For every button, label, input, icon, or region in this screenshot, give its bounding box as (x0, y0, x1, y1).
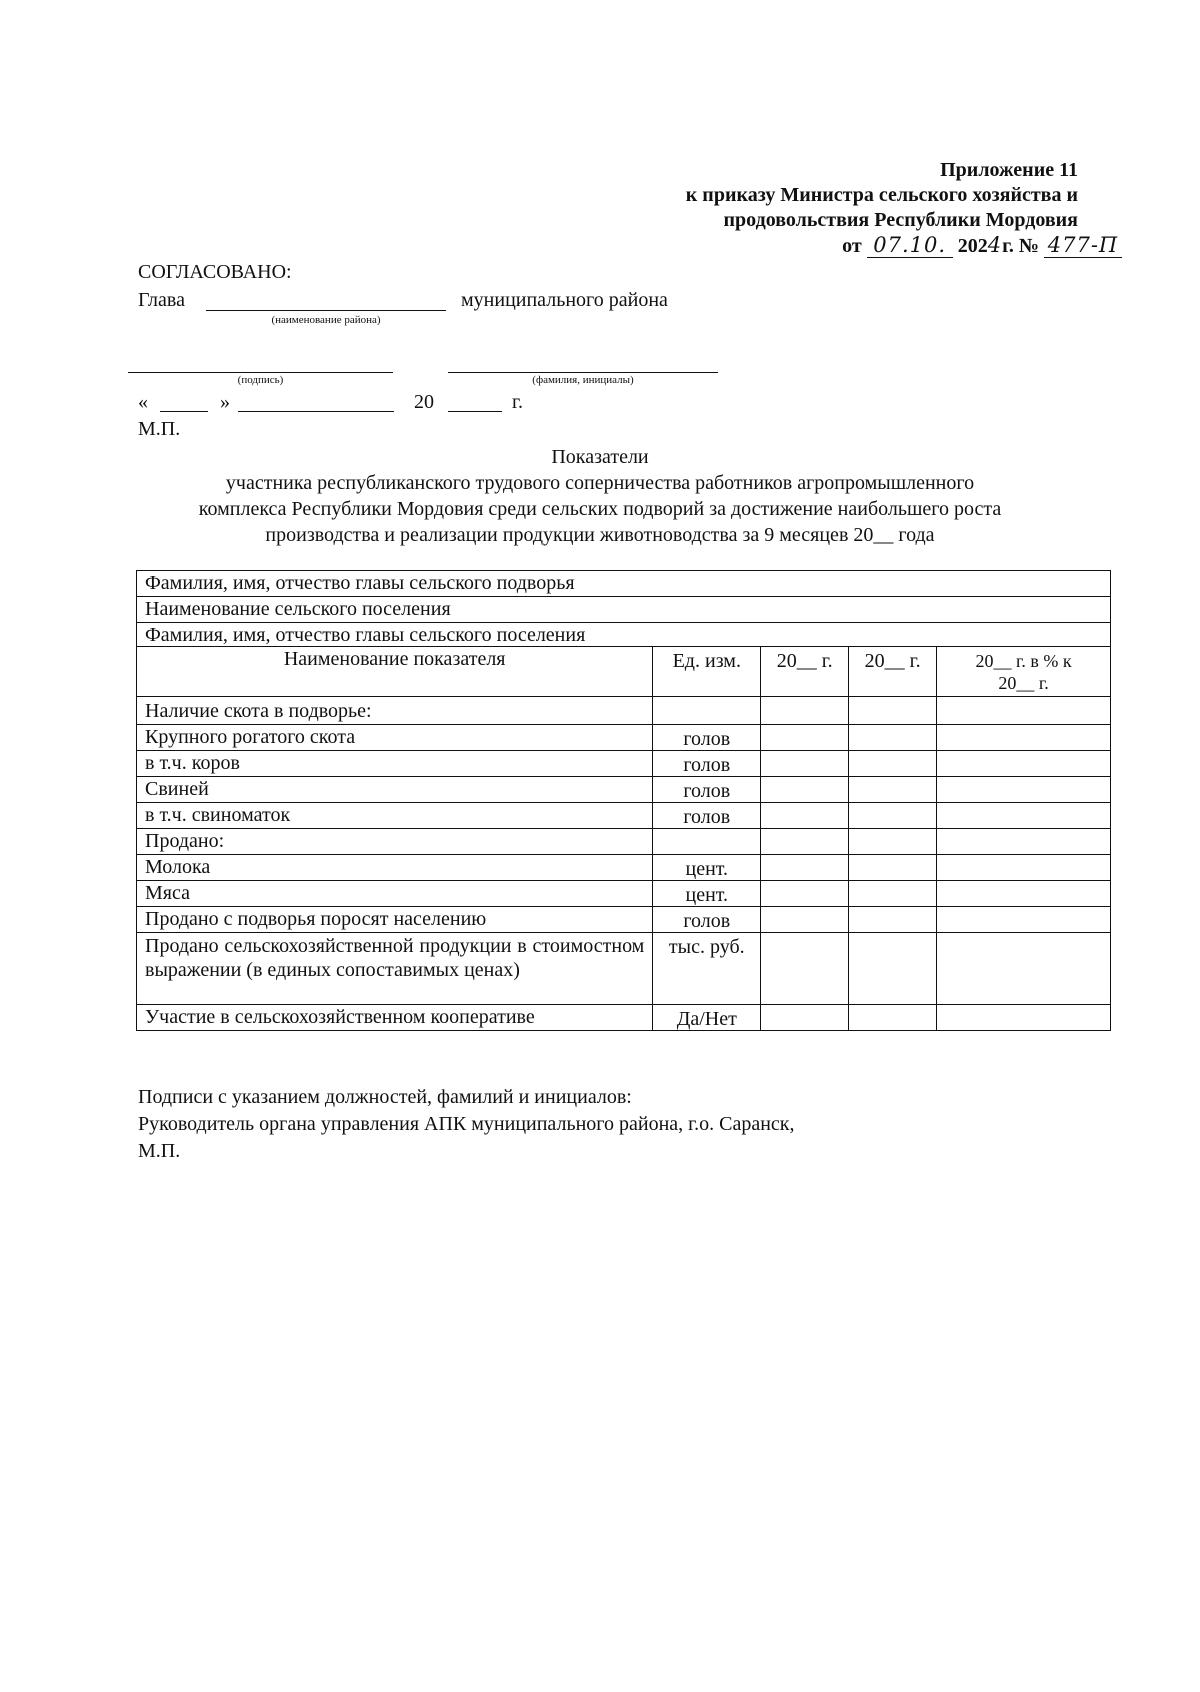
row-value-year1 (761, 1005, 849, 1031)
row-value-percent (937, 751, 1111, 777)
doc-subtitle-line1: участника республиканского трудового соперничества работников агропромышленного (225, 472, 975, 494)
row-unit: голов (653, 777, 761, 803)
district-name-line (206, 310, 446, 311)
row-value-year2 (849, 777, 937, 803)
row-value-year1 (761, 829, 849, 855)
district-label: муниципального района (461, 289, 668, 311)
row-value-year2 (849, 1005, 937, 1031)
year-prefix: 202 (957, 235, 988, 257)
name-hint: (фамилия, инициалы) (532, 374, 634, 386)
row-value-year1 (761, 697, 849, 725)
row-value-percent (937, 1005, 1111, 1031)
row-value-year2 (849, 697, 937, 725)
name-line (448, 372, 718, 373)
row-unit: голов (653, 803, 761, 829)
row-label: в т.ч. коров (137, 751, 653, 777)
row-unit: Да/Нет (653, 1005, 761, 1031)
row-value-percent (937, 777, 1111, 803)
table-row (137, 881, 1111, 907)
header-year1: 20__ г. (761, 647, 849, 697)
row-value-year2 (849, 881, 937, 907)
table-row (137, 829, 1111, 855)
table-row (137, 697, 1111, 725)
row-value-year1 (761, 881, 849, 907)
row-value-year2 (849, 803, 937, 829)
agreed-label: СОГЛАСОВАНО: (138, 261, 292, 283)
row-value-year2 (849, 933, 937, 1005)
info-cell: Наименование сельского поселения (137, 597, 1111, 623)
row-label: Участие в сельскохозяйственном кооперативе (137, 1005, 653, 1031)
day-line (160, 411, 208, 412)
row-value-year1 (761, 803, 849, 829)
quote-close: » (220, 391, 230, 413)
row-unit: тыс. руб. (653, 933, 761, 1005)
quote-open: « (138, 391, 148, 413)
table-row (137, 855, 1111, 881)
table-row (137, 751, 1111, 777)
info-row (137, 571, 1111, 597)
indicators-table (136, 570, 1111, 1031)
row-value-year2 (849, 751, 937, 777)
row-label: Мяса (137, 881, 653, 907)
row-label: Продано: (137, 829, 653, 855)
table-row (137, 907, 1111, 933)
table-row (137, 803, 1111, 829)
row-unit: цент. (653, 881, 761, 907)
info-row (137, 597, 1111, 623)
head-label: Глава (138, 289, 185, 311)
row-label: Продано с подворья поросят населению (137, 907, 653, 933)
row-label: Молока (137, 855, 653, 881)
doc-title: Показатели (551, 446, 649, 468)
order-date-handwritten: 07.10. (867, 233, 953, 258)
header-year2: 20__ г. (849, 647, 937, 697)
row-value-year2 (849, 725, 937, 751)
table-row (137, 777, 1111, 803)
row-value-percent (937, 881, 1111, 907)
year-suffix: г. № (1002, 235, 1039, 257)
info-cell: Фамилия, имя, отчество главы сельского подворья (137, 571, 1111, 597)
row-label: Наличие скота в подворье: (137, 697, 653, 725)
row-label: в т.ч. свиноматок (137, 803, 653, 829)
order-number-handwritten: 477-П (1044, 233, 1122, 258)
row-value-percent (937, 803, 1111, 829)
approval-year-prefix: 20 (414, 391, 434, 413)
row-value-percent (937, 697, 1111, 725)
date-prefix: от (842, 235, 862, 257)
row-value-year2 (849, 855, 937, 881)
month-line (238, 411, 394, 412)
approval-year-line (448, 411, 502, 412)
table-row (137, 933, 1111, 1005)
doc-subtitle-line2: комплекса Республики Мордовия среди сельских подворий за достижение наибольшего роста (198, 498, 1002, 520)
row-unit: цент. (653, 855, 761, 881)
doc-subtitle-line3: производства и реализации продукции животноводства за 9 месяцев 20__ года (265, 524, 935, 546)
row-unit (653, 829, 761, 855)
row-value-year2 (849, 829, 937, 855)
row-value-percent (937, 829, 1111, 855)
signature-line (128, 372, 393, 373)
header-indicator: Наименование показателя (137, 647, 653, 697)
district-name-hint: (наименование района) (271, 314, 381, 326)
info-row (137, 623, 1111, 647)
appendix-title: Приложение 11 (940, 159, 1078, 181)
table-row (137, 725, 1111, 751)
info-cell: Фамилия, имя, отчество главы сельского поселения (137, 623, 1111, 647)
table-row (137, 1005, 1111, 1031)
row-label: Крупного рогатого скота (137, 725, 653, 751)
header-unit: Ед. изм. (653, 647, 761, 697)
row-label: Свиней (137, 777, 653, 803)
row-unit: голов (653, 751, 761, 777)
row-value-year1 (761, 751, 849, 777)
header-row (137, 647, 1111, 697)
stamp-label: М.П. (138, 418, 181, 440)
row-value-year1 (761, 725, 849, 751)
approval-year-suffix: г. (512, 391, 523, 413)
signatures-note: Подписи с указанием должностей, фамилий и инициалов: (138, 1086, 632, 1108)
row-value-year1 (761, 933, 849, 1005)
row-unit (653, 697, 761, 725)
signature-hint: (подпись) (237, 374, 284, 386)
header-percent: 20__ г. в % к 20__ г. (937, 647, 1111, 697)
order-reference-line2: продовольствия Республики Мордовия (723, 209, 1078, 231)
order-reference-line1: к приказу Министра сельского хозяйства и (685, 184, 1078, 206)
order-date-line (842, 233, 1122, 258)
row-value-percent (937, 725, 1111, 751)
footer-stamp-label: М.П. (138, 1140, 181, 1162)
row-value-year2 (849, 907, 937, 933)
row-value-year1 (761, 777, 849, 803)
row-value-year1 (761, 907, 849, 933)
row-unit: голов (653, 725, 761, 751)
row-unit: голов (653, 907, 761, 933)
row-value-percent (937, 855, 1111, 881)
signatory-title: Руководитель органа управления АПК муниципального района, г.о. Саранск, (138, 1113, 795, 1135)
row-label: Продано сельскохозяйственной продукции в стоимостном выражении (в единых сопоставимых ценах) (137, 933, 653, 1005)
row-value-percent (937, 907, 1111, 933)
row-value-percent (937, 933, 1111, 1005)
row-value-year1 (761, 855, 849, 881)
year-handwritten: 4 (987, 233, 1003, 257)
